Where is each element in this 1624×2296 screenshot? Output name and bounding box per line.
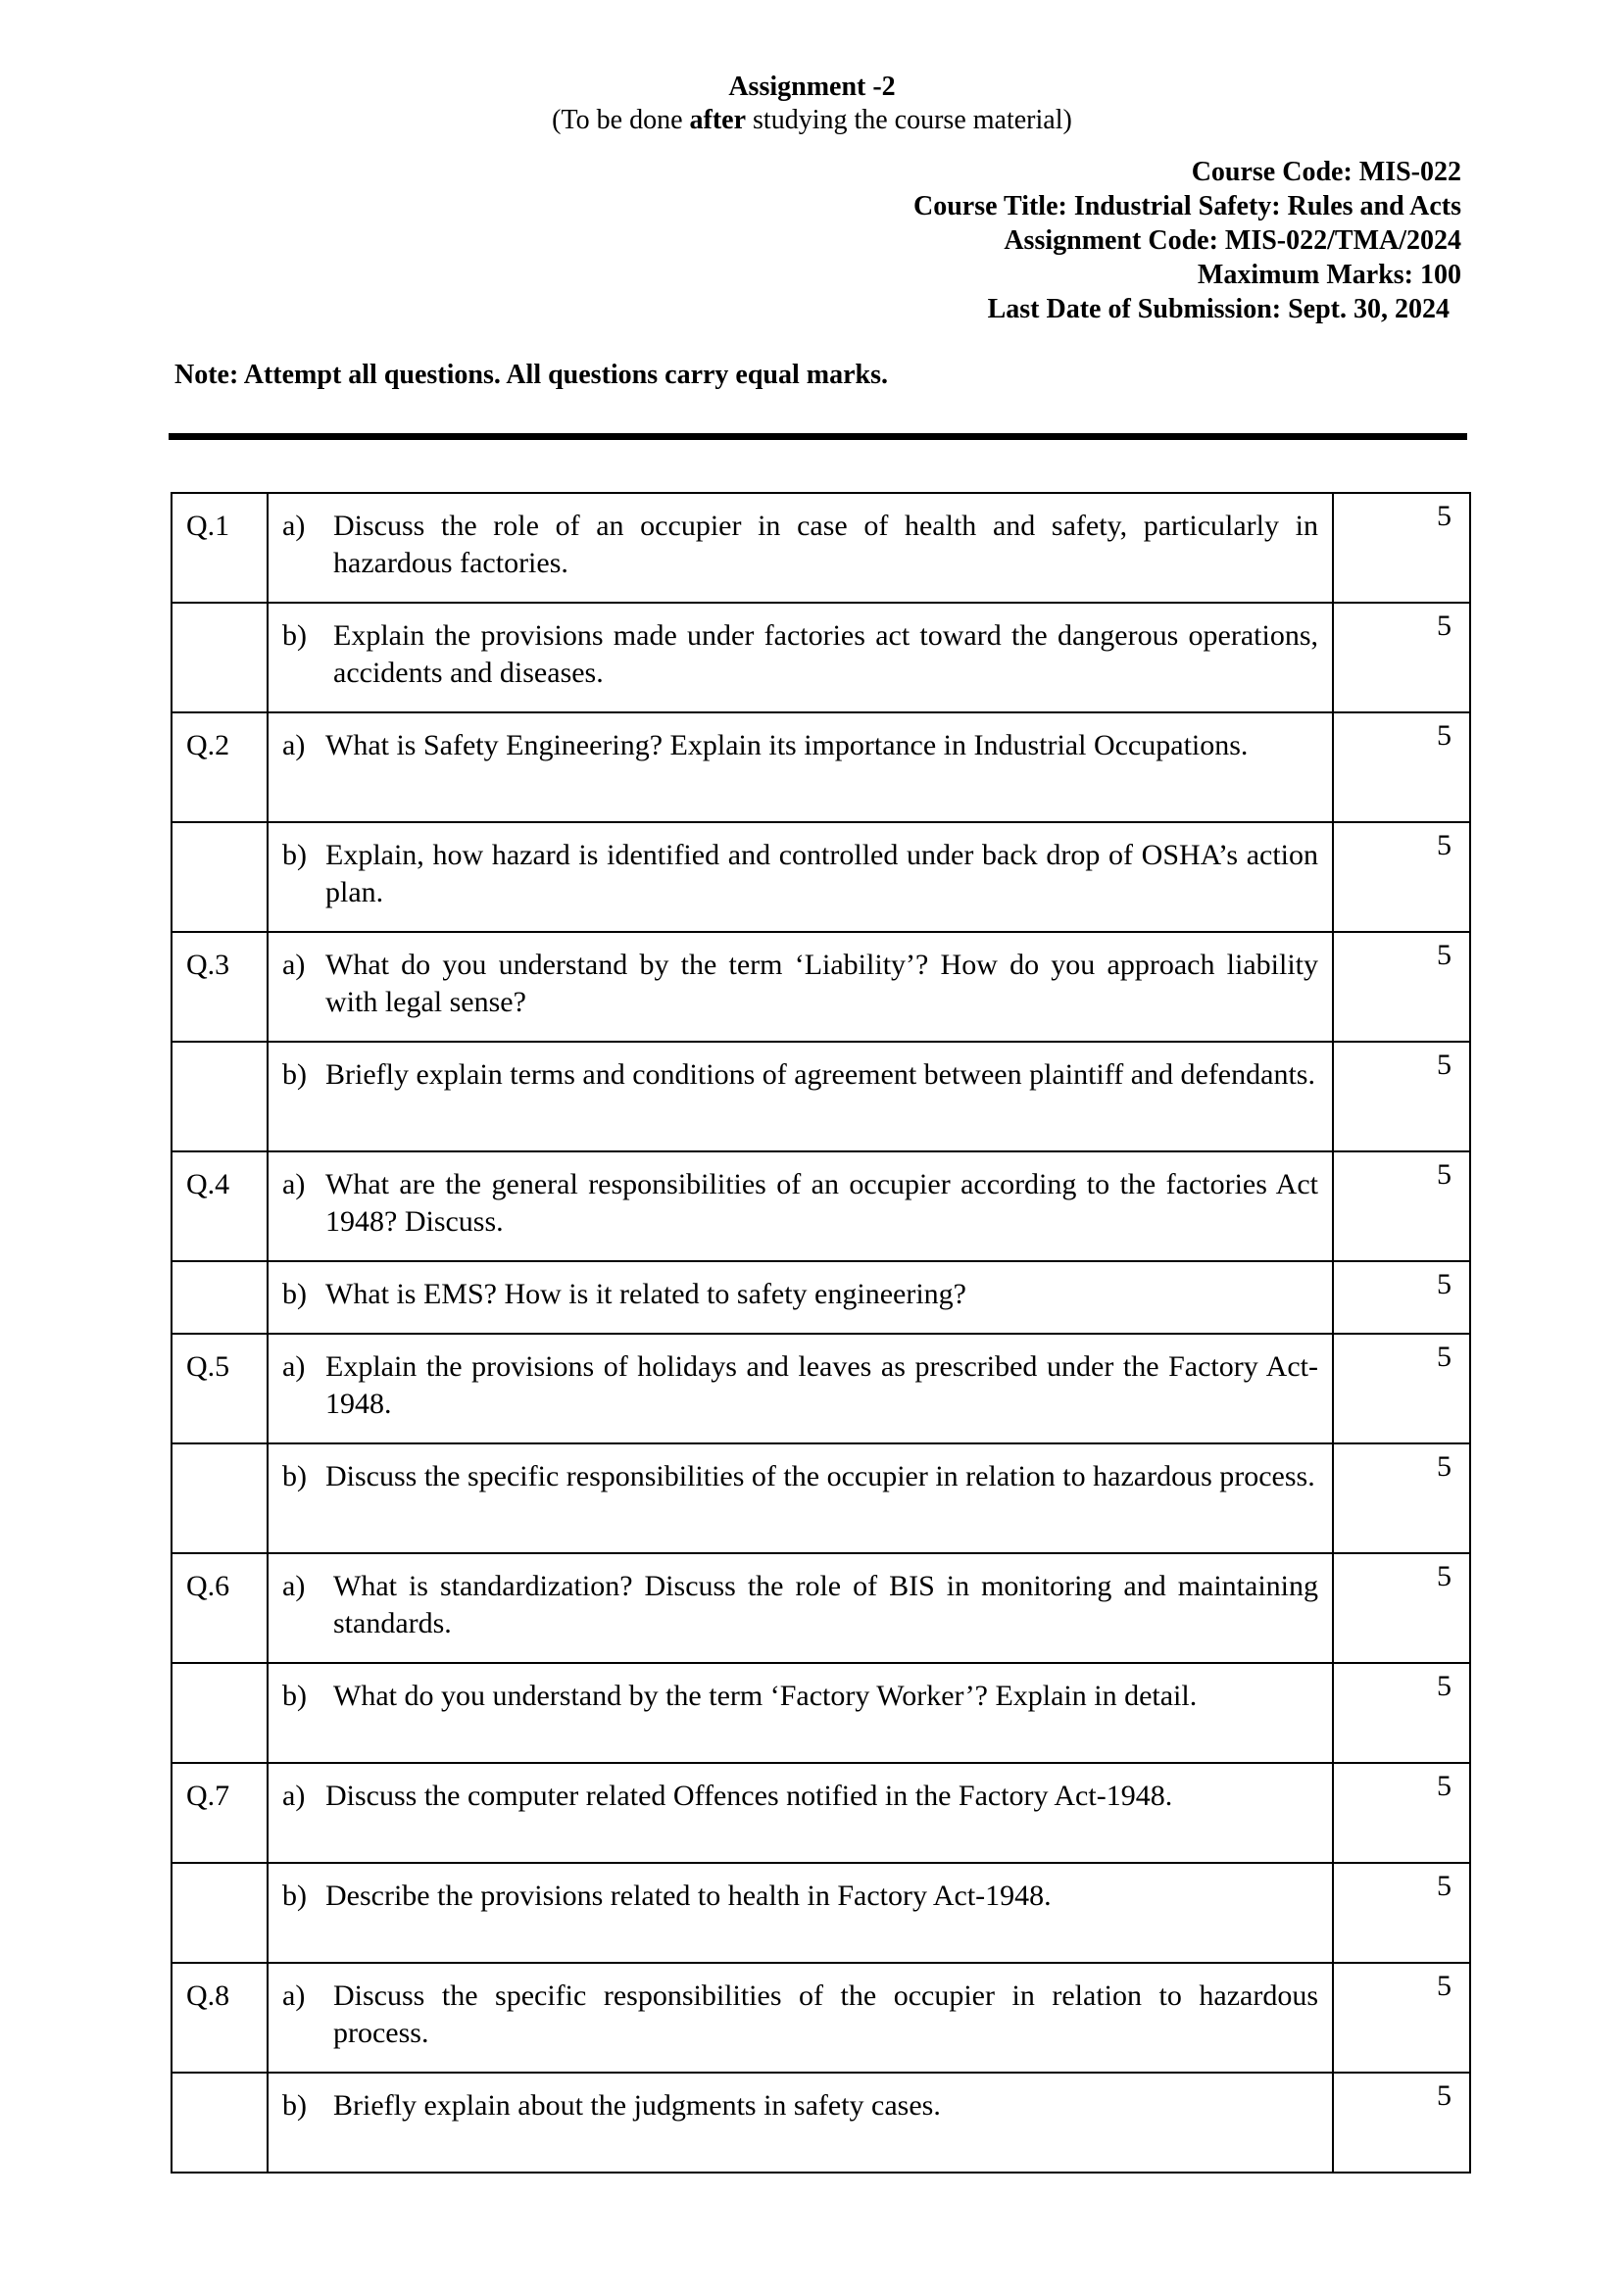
question-number: Q.8 <box>172 1963 268 2073</box>
subtitle-emphasis: after <box>689 105 747 135</box>
marks-cell: 5 <box>1333 1763 1470 1863</box>
part-label: b) <box>282 2089 307 2122</box>
part-label: a) <box>282 1350 306 1383</box>
questions-table <box>171 492 1471 2174</box>
table-row <box>172 1663 1470 1763</box>
question-part <box>268 1334 1333 1443</box>
part-label: a) <box>282 949 306 981</box>
marks-cell: 5 <box>1333 1553 1470 1663</box>
part-text: Briefly explain terms and conditions of agreement between plaintiff and defendants. <box>325 1058 1315 1091</box>
part-text: What are the general responsibilities of an occupier according to the factories Act 1948? Discuss. <box>325 1168 1318 1238</box>
part-text: What do you understand by the term ‘Liability’? How do you approach liability with legal sense? <box>325 949 1318 1018</box>
part-text: What is EMS? How is it related to safety engineering? <box>325 1278 966 1310</box>
header-divider <box>169 433 1467 440</box>
question-part <box>268 1042 1333 1151</box>
part-text: Explain the provisions of holidays and leaves as prescribed under the Factory Act-1948. <box>325 1350 1318 1420</box>
subtitle-suffix: studying the course material) <box>746 105 1072 135</box>
marks-cell: 5 <box>1333 1963 1470 2073</box>
question-number: Q.2 <box>172 712 268 822</box>
table-row <box>172 2073 1470 2173</box>
marks-cell: 5 <box>1333 1663 1470 1763</box>
table-row <box>172 1963 1470 2073</box>
part-text: Briefly explain about the judgments in safety cases. <box>333 2089 941 2122</box>
marks-cell: 5 <box>1333 1863 1470 1963</box>
table-row <box>172 1763 1470 1863</box>
question-part <box>268 1763 1333 1863</box>
question-number: Q.6 <box>172 1553 268 1663</box>
question-part <box>268 1963 1333 2073</box>
course-title: Course Title: Industrial Safety: Rules and Acts <box>912 191 1461 221</box>
marks-cell: 5 <box>1333 2073 1470 2173</box>
assignment-code: Assignment Code: MIS-022/TMA/2024 <box>1004 225 1461 256</box>
part-label: a) <box>282 1168 306 1200</box>
last-date-of-submission: Last Date of Submission: Sept. 30, 2024 <box>987 294 1450 324</box>
maximum-marks: Maximum Marks: 100 <box>1197 260 1461 290</box>
part-label: a) <box>282 1780 306 1812</box>
table-row <box>172 1042 1470 1151</box>
table-row <box>172 1553 1470 1663</box>
question-part <box>268 1151 1333 1261</box>
part-text: Discuss the specific responsibilities of the occupier in relation to hazardous process. <box>333 1979 1318 2049</box>
question-part <box>268 1863 1333 1963</box>
marks-cell: 5 <box>1333 603 1470 712</box>
question-part <box>268 822 1333 932</box>
table-row <box>172 1261 1470 1334</box>
table-row <box>172 1443 1470 1553</box>
marks-cell: 5 <box>1333 1042 1470 1151</box>
question-part <box>268 603 1333 712</box>
marks-cell: 5 <box>1333 822 1470 932</box>
table-row <box>172 1863 1470 1963</box>
table-row <box>172 493 1470 603</box>
assignment-title: Assignment -2 <box>728 72 896 102</box>
part-text: Discuss the role of an occupier in case of health and safety, particularly in hazardous factories. <box>333 510 1318 579</box>
part-text: Describe the provisions related to health in Factory Act-1948. <box>325 1880 1052 1912</box>
question-number-empty <box>172 1443 268 1553</box>
part-label: b) <box>282 1278 307 1310</box>
course-code: Course Code: MIS-022 <box>1191 157 1461 187</box>
marks-cell: 5 <box>1333 932 1470 1042</box>
part-text: What is Safety Engineering? Explain its importance in Industrial Occupations. <box>325 729 1249 761</box>
question-part <box>268 1663 1333 1763</box>
table-row <box>172 932 1470 1042</box>
marks-cell: 5 <box>1333 1334 1470 1443</box>
question-part <box>268 493 1333 603</box>
part-text: What is standardization? Discuss the role of BIS in monitoring and maintaining standards. <box>333 1570 1318 1639</box>
question-number: Q.7 <box>172 1763 268 1863</box>
question-number-empty <box>172 1261 268 1334</box>
part-label: a) <box>282 510 306 542</box>
course-meta-block <box>913 155 1461 326</box>
part-label: b) <box>282 1058 307 1091</box>
marks-cell: 5 <box>1333 1151 1470 1261</box>
instructions-note: Note: Attempt all questions. All questions carry equal marks. <box>174 360 888 390</box>
question-number: Q.1 <box>172 493 268 603</box>
table-row <box>172 822 1470 932</box>
part-label: a) <box>282 1979 306 2012</box>
question-part <box>268 2073 1333 2173</box>
question-part <box>268 932 1333 1042</box>
part-label: b) <box>282 1880 307 1912</box>
assignment-subtitle <box>0 104 1624 137</box>
part-label: a) <box>282 729 306 761</box>
marks-cell: 5 <box>1333 1443 1470 1553</box>
question-number: Q.3 <box>172 932 268 1042</box>
table-row <box>172 1334 1470 1443</box>
question-part <box>268 1261 1333 1334</box>
part-text: Discuss the specific responsibilities of the occupier in relation to hazardous process. <box>325 1460 1315 1492</box>
question-part <box>268 1553 1333 1663</box>
question-number-empty <box>172 1042 268 1151</box>
question-number: Q.4 <box>172 1151 268 1261</box>
part-text: Explain, how hazard is identified and controlled under back drop of OSHA’s action plan. <box>325 839 1318 908</box>
question-number-empty <box>172 1663 268 1763</box>
part-label: b) <box>282 1460 307 1492</box>
part-label: b) <box>282 839 307 871</box>
part-text: What do you understand by the term ‘Factory Worker’? Explain in detail. <box>333 1680 1198 1712</box>
subtitle-prefix: (To be done <box>552 105 690 135</box>
question-part <box>268 1443 1333 1553</box>
table-row <box>172 712 1470 822</box>
question-number-empty <box>172 822 268 932</box>
table-row <box>172 603 1470 712</box>
question-number-empty <box>172 603 268 712</box>
question-part <box>268 712 1333 822</box>
table-row <box>172 1151 1470 1261</box>
marks-cell: 5 <box>1333 712 1470 822</box>
question-number-empty <box>172 2073 268 2173</box>
part-text: Discuss the computer related Offences notified in the Factory Act-1948. <box>325 1780 1173 1812</box>
part-text: Explain the provisions made under factories act toward the dangerous operations, accidents and diseases. <box>333 619 1318 689</box>
question-number: Q.5 <box>172 1334 268 1443</box>
part-label: b) <box>282 1680 307 1712</box>
marks-cell: 5 <box>1333 1261 1470 1334</box>
part-label: b) <box>282 619 307 652</box>
question-number-empty <box>172 1863 268 1963</box>
part-label: a) <box>282 1570 306 1602</box>
marks-cell: 5 <box>1333 493 1470 603</box>
